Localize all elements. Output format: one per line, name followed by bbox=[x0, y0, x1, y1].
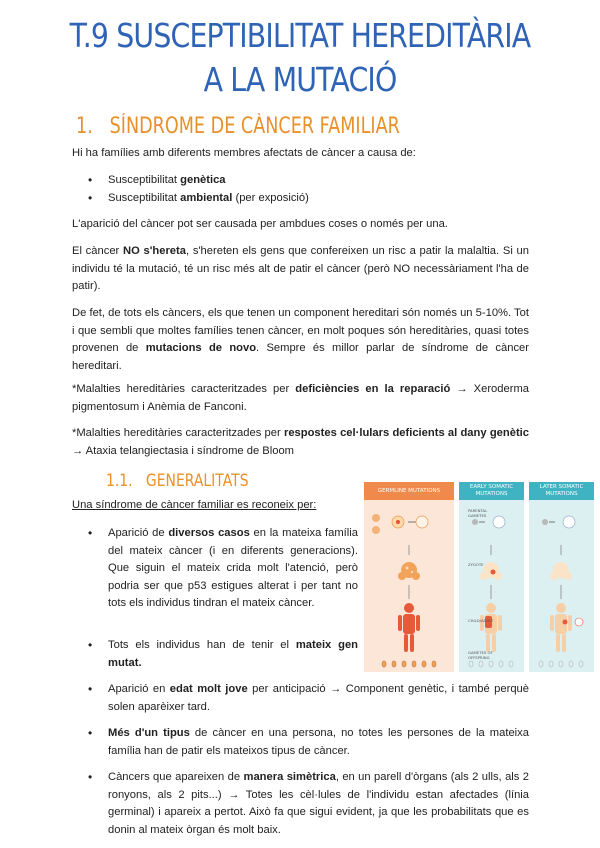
list-item: • Susceptibilitat genètica bbox=[108, 172, 226, 190]
germline-panel bbox=[364, 482, 454, 672]
panel-header: GERMLINE MUTATIONS bbox=[364, 482, 454, 500]
later-somatic-panel bbox=[529, 482, 594, 672]
subsection-title: GENERALITATS bbox=[145, 471, 249, 491]
list-item: • Càncers que apareixen de manera simètrica, en un parell d'òrgans (als 2 ulls, als 2 ronyons, als 2 pits...) → Totes les cèl·lules de l'individu estan afectades (línia germinal) i apareix a pertot. Això fa que sigui evident, ja que les probabilitats que es donin al mateix òrgan és molt baix. bbox=[108, 769, 529, 839]
repair-paragraph: *Malalties hereditàries caracteritzades per deficiències en la reparació → Xeroderma pigmentosum i Anèmia de Fanconi. bbox=[72, 383, 529, 413]
section-number: 1. bbox=[76, 114, 93, 139]
page-title: T.9 SUSCEPTIBILITAT HEREDITÀRIA A LA MUTACIÓ bbox=[69, 16, 531, 99]
later-somatic-illustration bbox=[529, 500, 594, 672]
row-label: PARENTAL GAMETES bbox=[468, 508, 488, 518]
row-label: CHILD/ADULT bbox=[468, 618, 494, 623]
inherit-paragraph: El càncer NO s'hereta, s'hereten els gens que confereixen un risc a patir la malaltia. Si un individu té la mutació, té un risc més alt de patir el càncer (però NO necessàriament l'ha de patir). bbox=[72, 245, 529, 292]
early-somatic-illustration bbox=[459, 500, 524, 672]
germline-illustration bbox=[364, 500, 454, 672]
subsection-heading bbox=[106, 469, 249, 493]
percent-paragraph: De fet, de tots els càncers, els que tenen un component hereditari són només un 5-10%. Tot i que sembli que moltes famílies tenen càncer, en molt poques són hereditàries, quasi totes provenen de mutacions de novo. Sempre és millor parlar de síndrome de càncer hereditari. bbox=[72, 307, 529, 372]
panel-header: LATER SOMATIC MUTATIONS bbox=[529, 482, 594, 500]
list-item: • Tots els individus han de tenir el mateix gen mutat. bbox=[108, 637, 358, 672]
list-item: • Susceptibilitat ambiental (per exposició) bbox=[108, 190, 309, 208]
list-item: • Aparició en edat molt jove per anticipació → Component genètic, i també perquè solen aparèixer tard. bbox=[108, 681, 529, 716]
list-item: • Aparició de diversos casos en la mateixa família del mateix càncer (i en diferents generacions). Que siguin el mateix crida molt l'atenció, però podria ser que p53 estigues alterat i per tant no tots els individus tindran el mateix càncer. bbox=[108, 525, 358, 613]
row-label: GAMETES OF OFFSPRING bbox=[468, 650, 493, 660]
section-heading bbox=[76, 112, 400, 142]
panel-header: EARLY SOMATIC MUTATIONS bbox=[459, 482, 524, 500]
intro-paragraph: Hi ha famílies amb diferents membres afectats de càncer a causa de: bbox=[72, 147, 416, 159]
mutation-figure bbox=[364, 482, 594, 672]
lead-paragraph: Una síndrome de càncer familiar es reconeix per: bbox=[72, 499, 317, 511]
section-title: SÍNDROME DE CÀNCER FAMILIAR bbox=[109, 114, 400, 139]
list-item: • Més d'un tipus de càncer en una persona, no totes les persones de la mateixa família han de patir els mateixos tipus de càncer. bbox=[108, 725, 529, 760]
subsection-number: 1.1. bbox=[106, 471, 133, 491]
response-paragraph: *Malalties hereditàries caracteritzades per respostes cel·lulars deficients al dany genètic → Ataxia telangiectasia i síndrome de Bloom bbox=[72, 427, 530, 457]
row-label: ZYGOTE bbox=[468, 562, 484, 567]
origin-paragraph: L'aparició del càncer pot ser causada per ambdues coses o només per una. bbox=[72, 218, 448, 230]
